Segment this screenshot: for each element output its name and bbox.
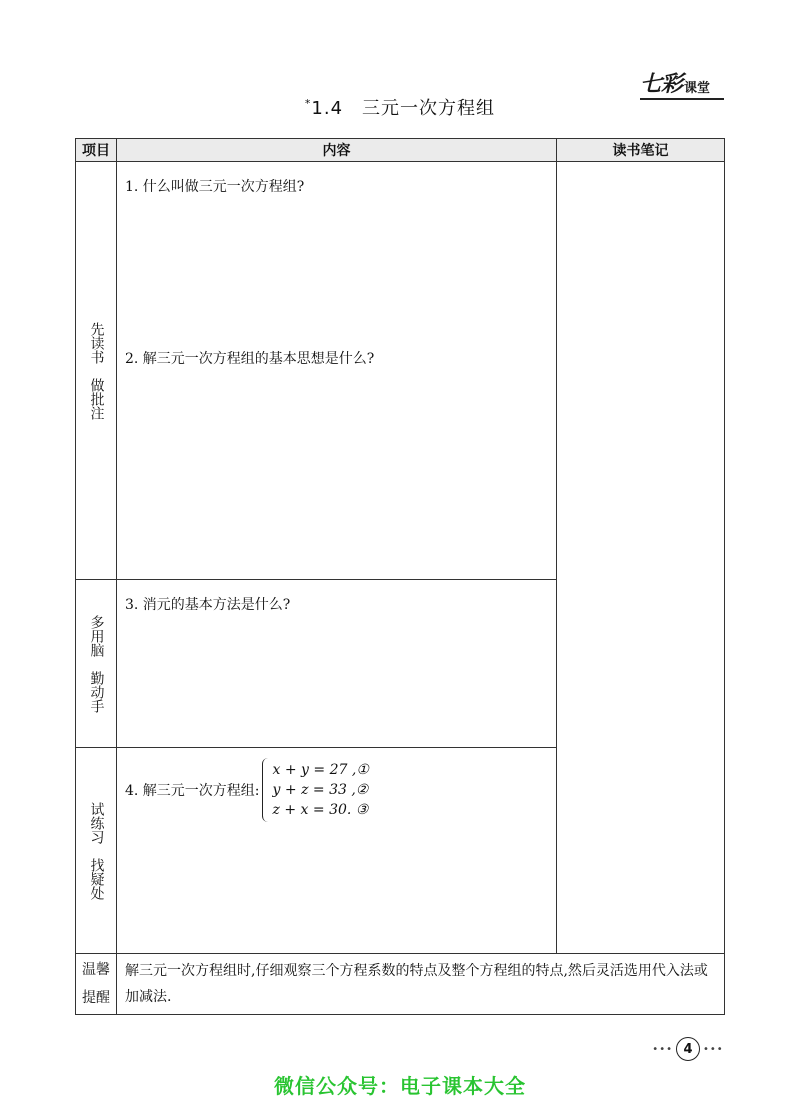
- notes-area: [557, 162, 725, 954]
- label-practice-a: 试练习: [88, 801, 105, 844]
- equation-1: x + y = 27 ,①: [272, 762, 369, 778]
- header-item: 项目: [76, 139, 117, 162]
- page-number-badge: [652, 1037, 724, 1061]
- header-content: 内容: [117, 139, 557, 162]
- equation-3: z + x = 30. ③: [272, 802, 369, 818]
- page-dots-right: •••: [703, 1043, 724, 1055]
- question-4: 4. 解三元一次方程组:: [125, 783, 260, 799]
- section-content-read: [117, 162, 557, 580]
- logo-sub-text: 课堂: [684, 81, 711, 96]
- label-tip: 温馨提醒: [82, 962, 110, 1006]
- section-label-think: [76, 580, 117, 748]
- section-label-practice: [76, 748, 117, 954]
- equation-system: [125, 758, 546, 822]
- title-text: 1.4 三元一次方程组: [311, 98, 496, 119]
- tip-text: 解三元一次方程组时,仔细观察三个方程系数的特点及整个方程组的特点,然后灵活选用代入法或加减法.: [117, 954, 725, 1015]
- equation-2: y + z = 33 ,②: [272, 782, 369, 798]
- study-table: [75, 138, 725, 1015]
- question-3: 3. 消元的基本方法是什么?: [125, 597, 291, 613]
- section-content-practice: [117, 748, 557, 954]
- label-think-a: 多用脑: [88, 614, 105, 657]
- section-label-read: [76, 162, 117, 580]
- label-read-b: 做批注: [88, 377, 105, 420]
- watermark-text: 微信公众号：电子课本大全: [274, 1074, 526, 1098]
- question-2: 2. 解三元一次方程组的基本思想是什么?: [125, 351, 375, 367]
- header-notes: 读书笔记: [557, 139, 725, 162]
- section-content-think: [117, 580, 557, 748]
- label-think-b: 勤动手: [88, 670, 105, 713]
- section-label-tip: [76, 954, 117, 1015]
- logo-main-text: 七彩: [640, 72, 683, 97]
- page-title: [0, 94, 800, 120]
- equation-brace: [262, 758, 269, 822]
- page-number: 4: [676, 1037, 700, 1061]
- title-star: *: [304, 97, 312, 110]
- page-dots-left: •••: [652, 1043, 673, 1055]
- question-1: 1. 什么叫做三元一次方程组?: [125, 179, 305, 195]
- label-read-a: 先读书: [88, 321, 105, 364]
- label-practice-b: 找疑处: [88, 857, 105, 900]
